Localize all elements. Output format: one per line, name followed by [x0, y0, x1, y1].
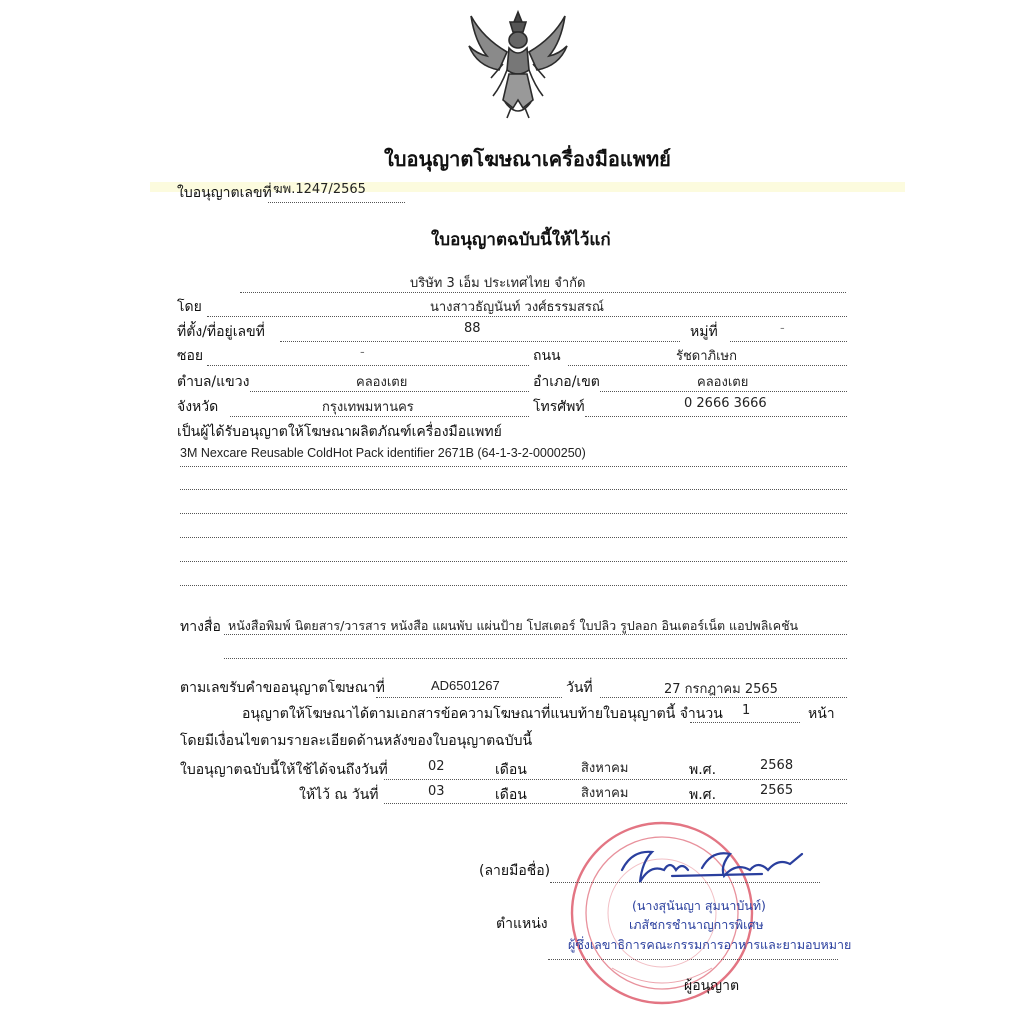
phone-label: โทรศัพท์: [533, 399, 585, 415]
valid-year: 2568: [760, 758, 794, 773]
road-value: รัชดาภิเษก: [676, 349, 738, 364]
valid-until-label: ใบอนุญาตฉบับนี้ให้ใช้ได้จนถึงวันที่: [180, 762, 388, 778]
phone-value: 0 2666 3666: [684, 396, 767, 411]
dotted-line: [376, 697, 562, 698]
dotted-line: [224, 634, 847, 635]
request-date-label: วันที่: [566, 680, 593, 696]
moo-value: -: [780, 321, 785, 336]
request-no-value: AD6501267: [431, 678, 500, 693]
company-name: บริษัท 3 เอ็ม ประเทศไทย จำกัด: [410, 276, 586, 291]
dotted-line: [600, 391, 847, 392]
district-label: อำเภอ/เขต: [533, 374, 600, 390]
province-value: กรุงเทพมหานคร: [322, 400, 414, 415]
district-value: คลองเตย: [697, 375, 749, 390]
signer-capacity: ผู้ซึ่งเลขาธิการคณะกรรมการอาหารและยามอบหมาย: [568, 937, 852, 952]
dotted-line: [180, 537, 847, 538]
dotted-line: [568, 365, 847, 366]
subdistrict-value: คลองเตย: [356, 375, 408, 390]
dotted-line: [250, 391, 529, 392]
valid-day: 02: [428, 759, 445, 774]
issued-day: 03: [428, 784, 445, 799]
soi-value: -: [360, 345, 365, 360]
issued-year: 2565: [760, 783, 794, 798]
dotted-line: [585, 416, 847, 417]
valid-year-label: พ.ศ.: [689, 762, 717, 778]
issued-year-label: พ.ศ.: [689, 787, 717, 803]
house-no-value: 88: [464, 321, 481, 336]
request-date-value: 27 กรกฎาคม 2565: [664, 682, 778, 697]
house-no-label: ที่ตั้ง/ที่อยู่เลขที่: [177, 324, 265, 340]
soi-label: ซอย: [177, 348, 204, 364]
dotted-line: [180, 466, 847, 467]
dotted-line: [180, 513, 847, 514]
valid-month: สิงหาคม: [581, 761, 629, 776]
media-label: ทางสื่อ: [180, 619, 221, 635]
subdistrict-label: ตำบล/แขวง: [177, 374, 250, 390]
product-statement: เป็นผู้ได้รับอนุญาตให้โฆษณาผลิตภัณฑ์เครื่องมือแพทย์: [177, 424, 502, 440]
product-name: 3M Nexcare Reusable ColdHot Pack identifier 2671B (64-1-3-2-0000250): [180, 446, 586, 460]
dotted-line: [384, 803, 847, 804]
pages-unit: หน้า: [808, 706, 835, 722]
dotted-line: [180, 561, 847, 562]
pages-value: 1: [742, 703, 751, 718]
dotted-line: [690, 722, 800, 723]
license-no-value: ฆพ.1247/2565: [273, 182, 366, 197]
dotted-line: [207, 365, 529, 366]
dotted-line: [550, 882, 820, 883]
license-no-label: ใบอนุญาตเลขที่: [177, 185, 272, 201]
dotted-line: [180, 489, 847, 490]
issued-month: สิงหาคม: [581, 786, 629, 801]
signer-title: เภสัชกรชำนาญการพิเศษ: [629, 917, 764, 932]
dotted-line: [224, 658, 847, 659]
representative-name: นางสาวธัญนันท์ วงศ์ธรรมสรณ์: [430, 300, 604, 315]
issued-label: ให้ไว้ ณ วันที่: [299, 787, 379, 803]
position-label: ตำแหน่ง: [496, 916, 548, 932]
conditions-text: โดยมีเงื่อนไขตามรายละเอียดด้านหลังของใบอนุญาตฉบับนี้: [180, 733, 533, 749]
request-no-label: ตามเลขรับคำขออนุญาตโฆษณาที่: [180, 680, 385, 696]
permit-text: อนุญาตให้โฆษณาได้ตามเอกสารข้อความโฆษณาที่แนบท้ายใบอนุญาตนี้ จำนวน: [242, 706, 723, 722]
granted-to-heading: ใบอนุญาตฉบับนี้ให้ไว้แก่: [431, 230, 611, 250]
signer-name: (นางสุนันญา สุมนาบันท์): [632, 898, 766, 913]
licensor-label: ผู้อนุญาต: [684, 978, 740, 994]
dotted-line: [240, 292, 846, 293]
moo-label: หมู่ที่: [690, 324, 718, 340]
province-label: จังหวัด: [177, 399, 219, 415]
valid-month-label: เดือน: [495, 762, 527, 778]
by-label: โดย: [177, 299, 202, 315]
dotted-line: [730, 341, 847, 342]
dotted-line: [548, 959, 838, 960]
road-label: ถนน: [533, 348, 561, 364]
dotted-line: [280, 341, 680, 342]
dotted-line: [207, 316, 847, 317]
signature-label: (ลายมือชื่อ): [479, 863, 551, 879]
dotted-line: [230, 416, 529, 417]
document-title: ใบอนุญาตโฆษณาเครื่องมือแพทย์: [384, 147, 671, 171]
media-list: หนังสือพิมพ์ นิตยสาร/วารสาร หนังสือ แผนพับ แผ่นป้าย โปสเตอร์ ใบปลิว รูปลอก อินเตอร์เน็ต แอปพลิเคชัน: [228, 618, 799, 633]
dotted-line: [600, 697, 847, 698]
garuda-emblem-icon: [463, 8, 573, 123]
dotted-line: [384, 779, 847, 780]
dotted-line: [268, 202, 405, 203]
dotted-line: [180, 585, 847, 586]
issued-month-label: เดือน: [495, 787, 527, 803]
